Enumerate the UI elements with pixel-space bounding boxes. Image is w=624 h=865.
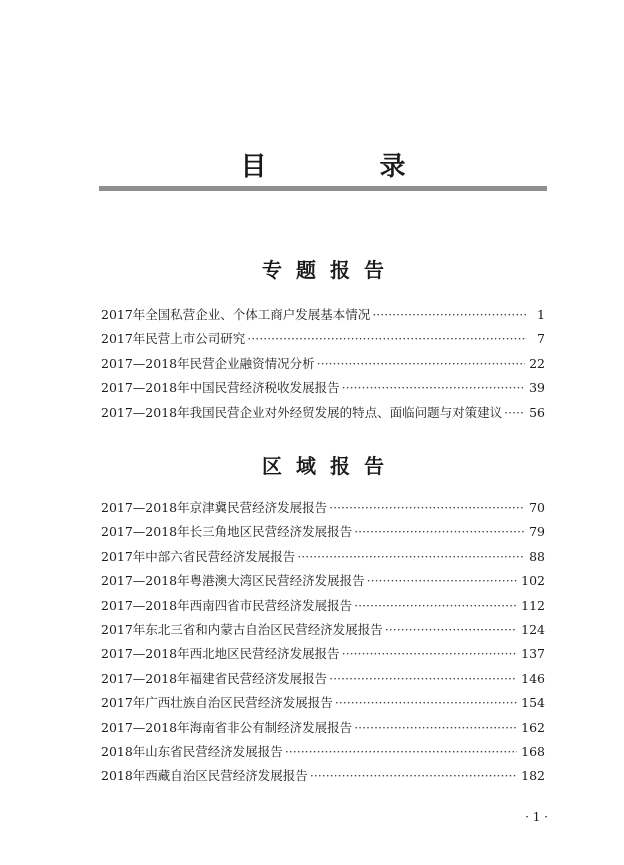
toc-entry[interactable] bbox=[101, 642, 545, 666]
toc-entry[interactable] bbox=[101, 496, 545, 520]
toc-entry-title: 2017—2018年京津冀民营经济发展报告 bbox=[101, 500, 328, 515]
toc-entry[interactable] bbox=[101, 569, 545, 593]
toc-list-regional-reports bbox=[101, 496, 545, 789]
toc-entry-page: 70 bbox=[529, 500, 545, 515]
toc-entry[interactable] bbox=[101, 764, 545, 788]
toc-entry-page: 112 bbox=[521, 597, 545, 613]
toc-entry-title: 2017年东北三省和内蒙古自治区民营经济发展报告 bbox=[101, 621, 383, 637]
toc-entry-title: 2017—2018年民营企业融资情况分析 bbox=[101, 355, 315, 371]
toc-entry-page: 137 bbox=[521, 646, 545, 662]
dot-leader bbox=[504, 401, 525, 425]
toc-entry-title: 2017—2018年西南四省市民营经济发展报告 bbox=[101, 597, 353, 613]
toc-entry-title: 2017—2018年粤港澳大湾区民营经济发展报告 bbox=[101, 573, 365, 589]
title-underline bbox=[99, 186, 547, 191]
dot-leader bbox=[367, 569, 518, 593]
toc-entry[interactable] bbox=[101, 667, 545, 691]
toc-entry-title: 2017—2018年中国民营经济税收发展报告 bbox=[101, 380, 340, 396]
dot-leader bbox=[310, 764, 517, 788]
toc-entry-title: 2017—2018年海南省非公有制经济发展报告 bbox=[101, 719, 353, 735]
toc-entry-page: 88 bbox=[529, 548, 545, 564]
toc-entry[interactable] bbox=[101, 740, 545, 764]
toc-entry-page: 124 bbox=[521, 621, 545, 637]
dot-leader bbox=[354, 520, 525, 544]
toc-entry[interactable] bbox=[101, 352, 545, 376]
toc-entry-page: 182 bbox=[521, 768, 545, 784]
dot-leader bbox=[354, 716, 517, 740]
toc-entry-page: 56 bbox=[529, 404, 545, 420]
toc-entry-title: 2017—2018年福建省民营经济发展报告 bbox=[101, 670, 328, 686]
toc-entry-title: 2017年全国私营企业、个体工商户发展基本情况 bbox=[101, 307, 371, 322]
section-heading-regional-reports: 区域报告 bbox=[262, 454, 398, 478]
toc-entry-page: 7 bbox=[537, 331, 545, 347]
toc-entry-title: 2017年广西壮族自治区民营经济发展报告 bbox=[101, 695, 333, 711]
toc-entry[interactable] bbox=[101, 594, 545, 618]
toc-entry[interactable] bbox=[101, 327, 545, 351]
toc-entry-page: 162 bbox=[521, 719, 545, 735]
dot-leader bbox=[342, 376, 525, 400]
toc-entry-page: 1 bbox=[537, 307, 545, 322]
toc-entry[interactable] bbox=[101, 545, 545, 569]
toc-entry-page: 22 bbox=[529, 355, 545, 371]
dot-leader bbox=[354, 594, 517, 618]
toc-entry-title: 2017—2018年长三角地区民营经济发展报告 bbox=[101, 524, 353, 540]
dot-leader bbox=[342, 642, 518, 666]
toc-entry[interactable] bbox=[101, 401, 545, 425]
dot-leader bbox=[285, 740, 517, 764]
toc-entry-title: 2017—2018年西北地区民营经济发展报告 bbox=[101, 646, 340, 662]
toc-entry[interactable] bbox=[101, 618, 545, 642]
toc-entry-page: 154 bbox=[521, 695, 545, 711]
page-number: · 1 · bbox=[525, 810, 548, 824]
dot-leader bbox=[372, 303, 527, 327]
toc-entry-page: 146 bbox=[521, 670, 545, 686]
dot-leader bbox=[335, 691, 517, 715]
dot-leader bbox=[329, 496, 525, 520]
toc-entry-page: 39 bbox=[529, 380, 545, 396]
toc-entry-title: 2017年中部六省民营经济发展报告 bbox=[101, 548, 296, 564]
toc-entry[interactable] bbox=[101, 716, 545, 740]
toc-entry-title: 2018年西藏自治区民营经济发展报告 bbox=[101, 768, 308, 784]
toc-entry[interactable] bbox=[101, 520, 545, 544]
toc-entry-page: 168 bbox=[521, 743, 545, 759]
dot-leader bbox=[385, 618, 517, 642]
toc-entry-title: 2018年山东省民营经济发展报告 bbox=[101, 743, 283, 759]
dot-leader bbox=[247, 327, 527, 351]
toc-entry-page: 102 bbox=[521, 573, 545, 589]
dot-leader bbox=[297, 545, 525, 569]
page-title: 目 录 bbox=[240, 152, 458, 182]
toc-entry-title: 2017—2018年我国民营企业对外经贸发展的特点、面临问题与对策建议 bbox=[101, 404, 503, 420]
toc-entry-title: 2017年民营上市公司研究 bbox=[101, 331, 246, 347]
dot-leader bbox=[329, 667, 517, 691]
toc-entry-page: 79 bbox=[529, 524, 545, 540]
toc-entry[interactable] bbox=[101, 303, 545, 327]
dot-leader bbox=[317, 352, 525, 376]
toc-entry[interactable] bbox=[101, 376, 545, 400]
toc-entry[interactable] bbox=[101, 691, 545, 715]
toc-list-special-reports bbox=[101, 303, 545, 425]
section-heading-special-reports: 专题报告 bbox=[262, 258, 398, 282]
